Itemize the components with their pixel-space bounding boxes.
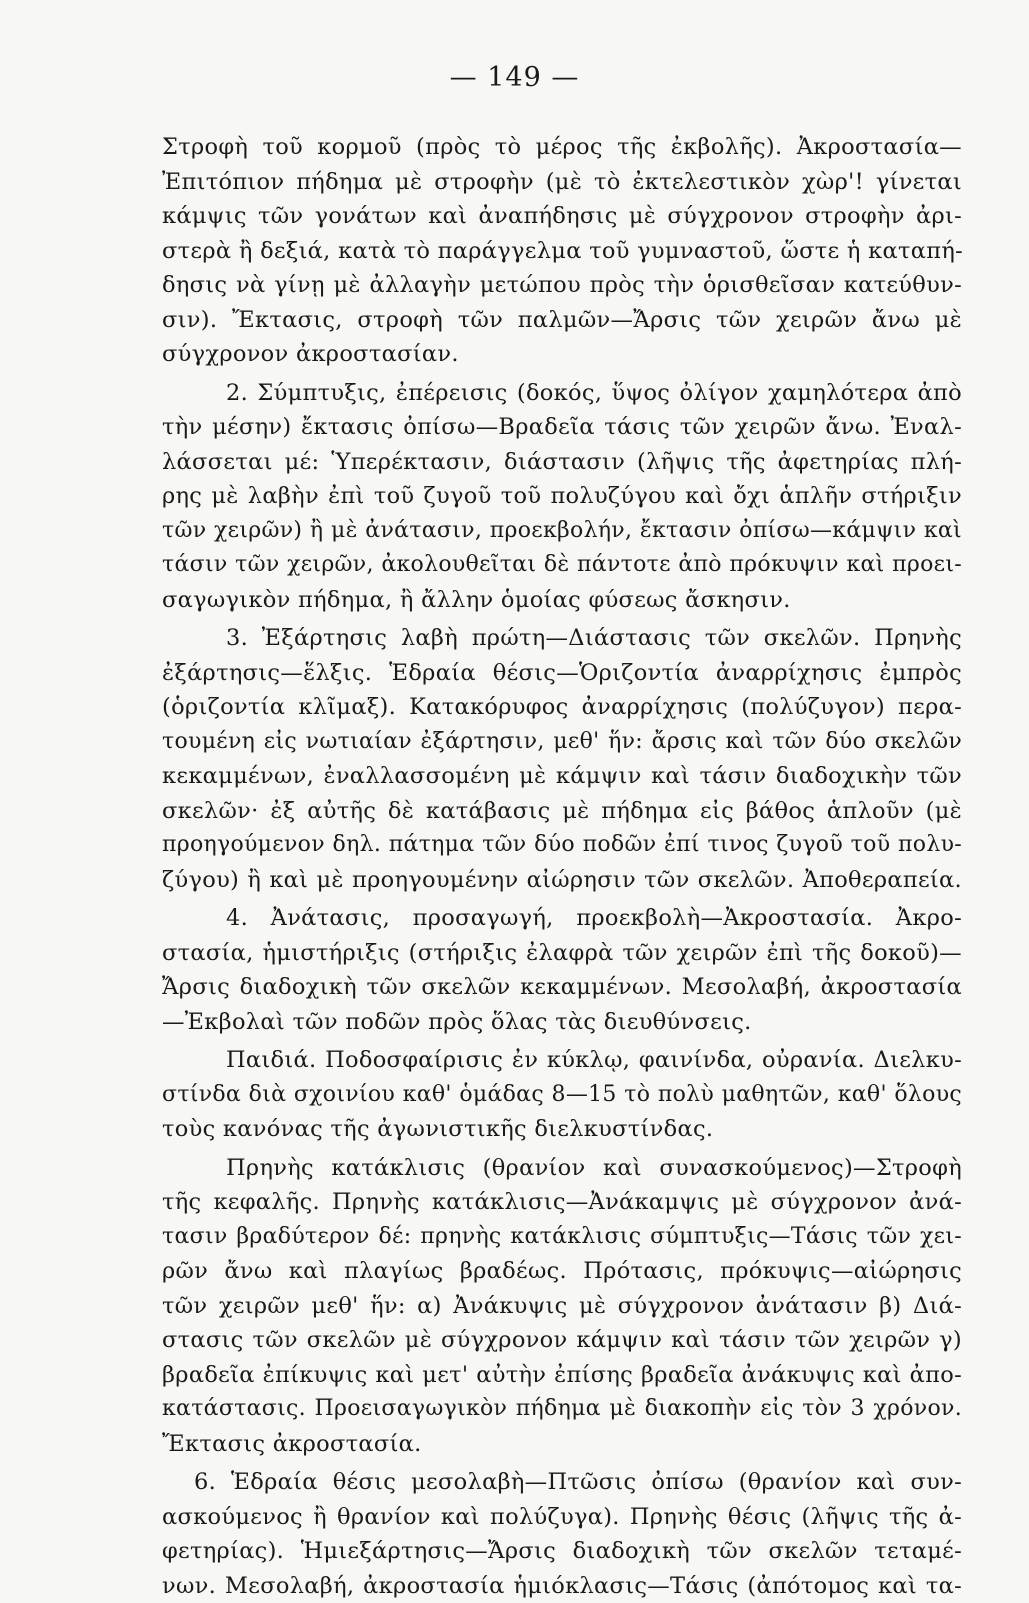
text-line: ζύγου) ἢ καὶ μὲ προηγουμένην αἰώρησιν τῶν σκελῶν. Ἀποθεραπεία. [162, 863, 962, 898]
text-line: λάσσεται μέ: Ὑπερέκτασιν, διάστασιν (λῆψις τῆς ἀφετηρίας πλή- [162, 445, 962, 480]
body-text [162, 130, 962, 1603]
text-line: σιν). Ἔκτασις, στροφὴ τῶν παλμῶν—Ἄρσις τῶν χειρῶν ἄνω μὲ [162, 303, 962, 338]
text-line: Ἔκτασις ἀκροστασία. [162, 1427, 962, 1462]
text-line: τάσιν τῶν χειρῶν, ἀκολουθεῖται δὲ πάντοτε ἀπὸ πρόκυψιν καὶ προει- [162, 548, 962, 583]
paragraph-start-line: 3. Ἐξάρτησις λαβὴ πρώτη—Διάστασις τῶν σκελῶν. Πρηνὴς [162, 621, 962, 656]
text-line: ἐξάρτησις—ἕλξις. Ἑδραία θέσις—Ὁριζοντία ἀναρρίχησις ἐμπρὸς [162, 656, 962, 691]
paragraph-start-line: 2. Σύμπτυξις, ἐπέρεισις (δοκός, ὕψος ὀλίγον χαμηλότερα ἀπὸ [162, 376, 962, 411]
text-line: σκελῶν· ἐξ αὐτῆς δὲ κατάβασις μὲ πήδημα εἰς βάθος ἁπλοῦν (μὲ [162, 794, 962, 829]
text-line: Στροφὴ τοῦ κορμοῦ (πρὸς τὸ μέρος τῆς ἐκβολῆς). Ἀκροστασία— [162, 130, 962, 165]
text-line: (ὁριζοντία κλῖμαξ). Κατακόρυφος ἀναρρίχησις (πολύζυγον) περα- [162, 690, 962, 725]
text-line: τοὺς κανόνας τῆς ἀγωνιστικῆς διελκυστίνδας. [162, 1112, 962, 1147]
text-line: τῶν χειρῶν) ἢ μὲ ἀνάτασιν, προεκβολήν, ἔκτασιν ὀπίσω—κάμψιν καὶ [162, 514, 962, 549]
text-line: τῆς κεφαλῆς. Πρηνὴς κατάκλισις—Ἀνάκαμψις μὲ σύγχρονον ἀνά- [162, 1185, 962, 1220]
text-line: ρης μὲ λαβὴν ἐπὶ τοῦ ζυγοῦ τοῦ πολυζύγου καὶ ὄχι ἁπλῆν στήριξιν [162, 479, 962, 514]
text-line: κάμψις τῶν γονάτων καὶ ἀναπήδησις μὲ σύγχρονον στροφὴν ἀρι- [162, 199, 962, 234]
text-line: Ἐπιτόπιον πήδημα μὲ στροφὴν (μὲ τὸ ἐκτελεστικὸν χὼρ'! γίνεται [162, 165, 962, 200]
text-line: —Ἐκβολαὶ τῶν ποδῶν πρὸς ὅλας τὰς διευθύνσεις. [162, 1005, 962, 1040]
paragraph-start-line: 6. Ἑδραία θέσις μεσολαβὴ—Πτῶσις ὀπίσω (θρανίον καὶ συν- [162, 1465, 962, 1500]
text-line: στερὰ ἢ δεξιά, κατὰ τὸ παράγγελμα τοῦ γυμναστοῦ, ὥστε ἡ καταπή- [162, 234, 962, 269]
text-line: ασκούμενος ἢ θρανίον καὶ πολύζυγα). Πρηνὴς θέσις (λῆψις τῆς ἀ- [162, 1500, 962, 1535]
text-line: νων. Μεσολαβή, ἀκροστασία ἡμιόκλασις—Τάσις (ἀπότομος καὶ τα- [162, 1569, 962, 1603]
text-line: τουμένη εἰς νωτιαίαν ἐξάρτησιν, μεθ' ἥν: ἄρσις καὶ τῶν δύο σκελῶν [162, 725, 962, 760]
text-line: τασιν βραδύτερον δέ: πρηνὴς κατάκλισις σύμπτυξις—Τάσις τῶν χει- [162, 1220, 962, 1255]
text-line: προηγούμενον δηλ. πάτημα τῶν δύο ποδῶν ἐπί τινος ζυγοῦ τοῦ πολυ- [162, 828, 962, 863]
text-line: βραδεῖα ἐπίκυψις καὶ μετ' αὐτὴν ἐπίσης βραδεῖα ἀνάκυψις καὶ ἀπο- [162, 1358, 962, 1393]
paragraph-start-line: 4. Ἀνάτασις, προσαγωγή, προεκβολὴ—Ἀκροστασία. Ἀκρο- [162, 901, 962, 936]
text-line: τῶν χειρῶν μεθ' ἥν: α) Ἀνάκυψις μὲ σύγχρονον ἀνάτασιν β) Διά- [162, 1289, 962, 1324]
paragraph-start-line: Παιδιά. Ποδοσφαίρισις ἐν κύκλῳ, φαινίνδα, οὐρανία. Διελκυ- [162, 1043, 962, 1078]
text-line: κατάστασις. Προεισαγωγικὸν πήδημα μὲ διακοπὴν εἰς τὸν 3 χρόνον. [162, 1392, 962, 1427]
text-line: Ἄρσις διαδοχικὴ τῶν σκελῶν κεκαμμένων. Μεσολαβή, ἀκροστασία [162, 970, 962, 1005]
text-line: τὴν μέσην) ἔκτασις ὀπίσω—Βραδεῖα τάσις τῶν χειρῶν ἄνω. Ἐναλ- [162, 410, 962, 445]
text-line: φετηρίας). Ἡμιεξάρτησις—Ἄρσις διαδοχικὴ τῶν σκελῶν τεταμέ- [162, 1534, 962, 1569]
text-line: στίνδα διὰ σχοινίου καθ' ὁμάδας 8—15 τὸ πολὺ μαθητῶν, καθ' ὅλους [162, 1078, 962, 1113]
text-line: σύγχρονον ἀκροστασίαν. [162, 337, 962, 372]
text-line: στασις τῶν σκελῶν μὲ σύγχρονον κάμψιν καὶ τάσιν τῶν χειρῶν γ) [162, 1323, 962, 1358]
text-line: δησις νὰ γίνῃ μὲ ἀλλαγὴν μετώπου πρὸς τὴν ὁρισθεῖσαν κατεύθυν- [162, 268, 962, 303]
page-number: — 149 — [0, 62, 1029, 93]
paragraph-start-line: Πρηνὴς κατάκλισις (θρανίον καὶ συνασκούμενος)—Στροφὴ [162, 1151, 962, 1186]
text-line: σαγωγικὸν πήδημα, ἢ ἄλλην ὁμοίας φύσεως ἄσκησιν. [162, 583, 962, 618]
text-line: κεκαμμένων, ἐναλλασσομένη μὲ κάμψιν καὶ τάσιν διαδοχικὴν τῶν [162, 759, 962, 794]
text-line: στασία, ἡμιστήριξις (στήριξις ἐλαφρὰ τῶν χειρῶν ἐπὶ τῆς δοκοῦ)— [162, 936, 962, 971]
text-line: ρῶν ἄνω καὶ πλαγίως βραδέως. Πρότασις, πρόκυψις—αἰώρησις [162, 1254, 962, 1289]
